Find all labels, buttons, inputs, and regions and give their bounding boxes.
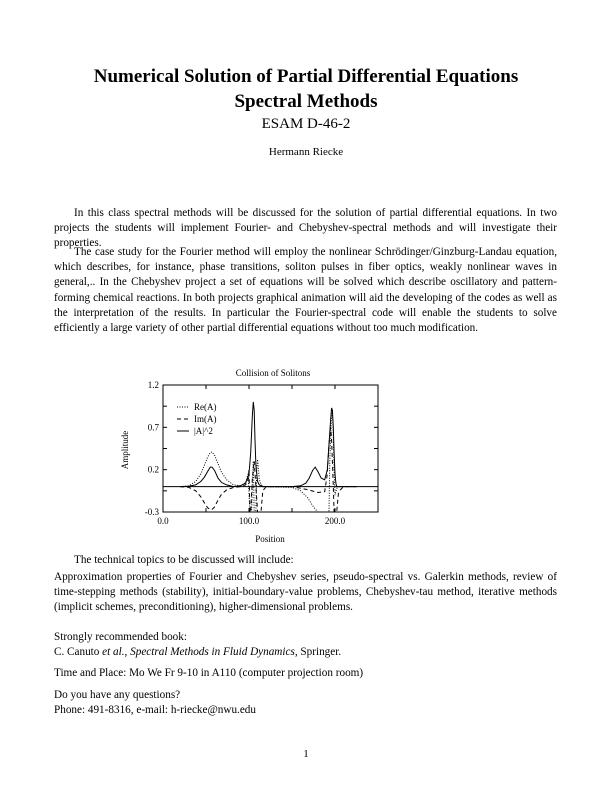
contact-line: Phone: 491-8316, e-mail: h-riecke@nwu.edu [54,704,256,717]
time-and-place: Time and Place: Mo We Fr 9-10 in A110 (computer projection room) [54,667,364,679]
chart-legend [177,402,217,436]
y-tick-label: 0.7 [147,422,159,433]
legend-label: Im(A) [194,414,217,424]
x-axis-label: Position [255,534,285,544]
author-name: Hermann Riecke [268,146,344,158]
page-number: 1 [303,748,309,760]
contact-block [54,688,557,718]
x-tick-label: 0.0 [157,516,169,526]
x-tick-label: 100.0 [238,516,260,526]
series-line-1 [180,427,356,512]
axis-ticks [145,380,378,526]
book-reference [54,645,557,660]
paragraph-intro: In this class spectral methods will be discussed for the solution of partial differential equations. In two projects the students will implement Fourier- and Chebyshev-spectral methods and will investigate their properties. [54,207,557,250]
book-publisher: , Springer. [294,646,342,659]
chart-title: Collision of Solitons [235,368,311,378]
paragraph-topics: Approximation properties of Fourier and Chebyshev series, pseudo-spectral vs. Galerkin methods, review of time-stepping methods (stability), initial-boundary-value problems, Chebyshev-tau method, iterative methods (implicit schemes, preconditioning), higher-dimensional problems. [54,571,557,614]
book-author: C. Canuto [54,646,103,659]
x-tick-label: 200.0 [324,516,346,526]
paragraph-topics-intro: The technical topics to be discussed will include: [74,554,294,566]
document-title-line-2: Spectral Methods [234,91,378,112]
book-title: Spectral Methods in Fluid Dynamics [130,646,295,659]
legend-label: |A|^2 [194,426,213,436]
course-code: ESAM D-46-2 [261,116,351,132]
y-axis-label: Amplitude [120,430,130,470]
document-title-line-1: Numerical Solution of Partial Differential Equations [93,66,519,87]
book-separator: , [124,646,131,659]
questions-line: Do you have any questions? [54,689,181,701]
paragraph-case-study: The case study for the Fourier method will employ the nonlinear Schrödinger/Ginzburg-Landau equation, which describes, for instance, phase transitions, soliton pulses in fiber optics, weakly nonlinear waves in general,.. In the Chebyshev project a set of equations will be solved which describe oscillatory and pattern-forming chemical reactions. In both projects graphical animation will aid the developing of the codes as well as the interpretation of the results. In particular the Fourier-spectral code will enable the students to solve efficiently a large variety of other partial differential equations without too much modification. [54,246,557,335]
book-recommendation [54,630,557,660]
y-tick-label: 1.2 [147,380,159,390]
soliton-collision-chart [110,364,400,549]
y-tick-label: -0.3 [144,507,159,517]
y-tick-label: 0.2 [147,464,159,475]
legend-label: Re(A) [194,402,217,412]
book-etal: et al. [102,646,125,659]
book-label: Strongly recommended book: [54,631,187,643]
